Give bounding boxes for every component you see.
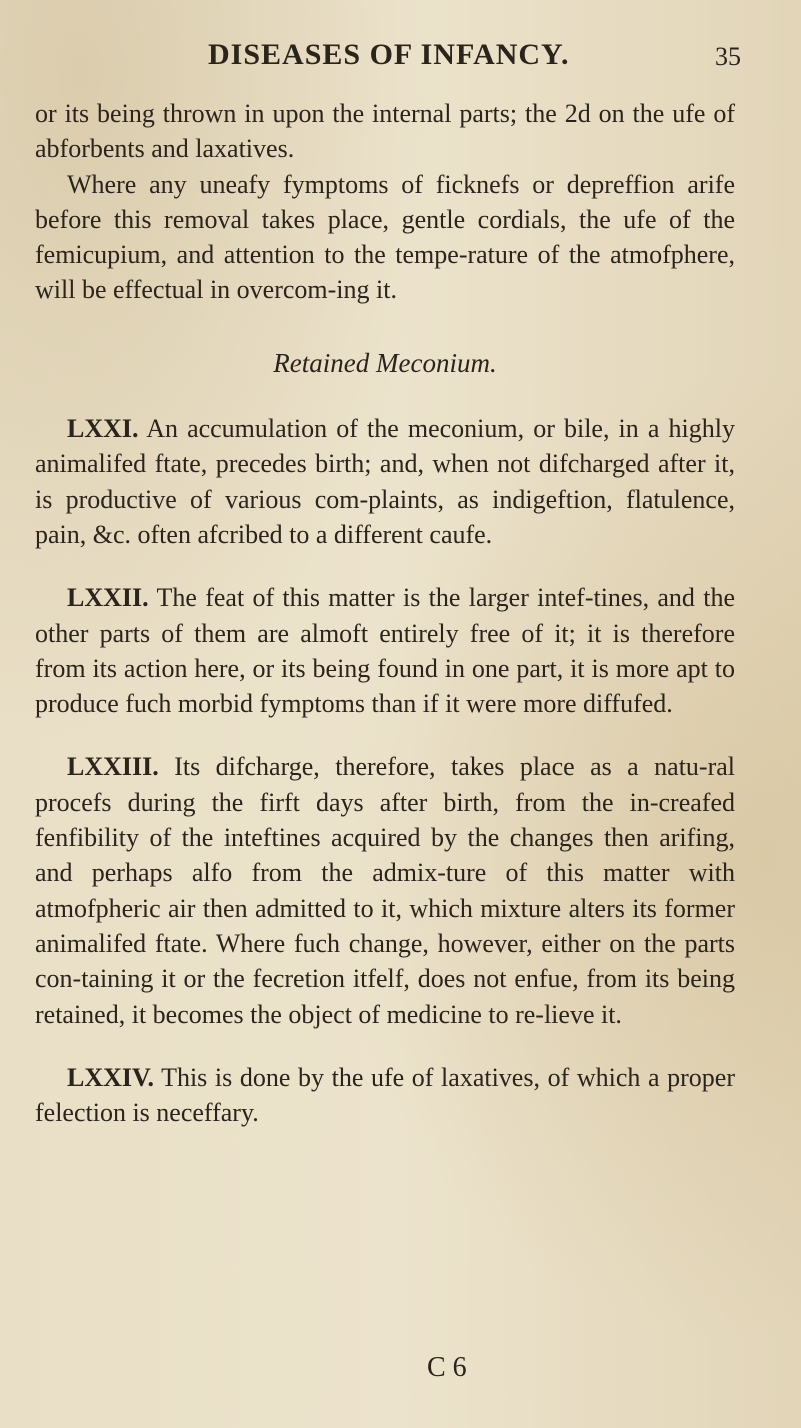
paragraph-lxxii: [35, 580, 735, 721]
signature-mark: C 6: [427, 1352, 467, 1383]
section-number: LXXIII.: [67, 752, 159, 782]
paragraph-text: An accumulation of the meconium, or bile, in a highly animalifed ftate, precedes birth; and, when not difcharged after it, is productive of various com-plaints, as indigeftion, flatulence, pain, &c. often afcribed to a different caufe.: [35, 414, 735, 549]
section-heading: Retained Meconium.: [273, 347, 497, 378]
paragraph-lxxi: [35, 411, 735, 552]
paragraph-text: The feat of this matter is the larger intef-tines, and the other parts of them are almoft entirely free of it; it is therefore from its action here, or its being found in one part, it is more apt to produce fuch morbid fymptoms than if it were more diffufed.: [35, 583, 735, 719]
paragraph-where: Where any uneafy fymptoms of ficknefs or depreffion arife before this removal takes place, gentle cordials, the ufe of the femicupium, and attention to the tempe-rature of the atmofphere, will be effectual in overcom-ing it.: [35, 169, 735, 305]
paragraph-lxxiv: [35, 1060, 735, 1131]
paragraph-text: This is done by the ufe of laxatives, of which a proper felection is neceffary.: [35, 1062, 735, 1128]
page-header: [0, 38, 801, 78]
section-number: LXXI.: [67, 414, 139, 444]
section-number: LXXII.: [67, 583, 149, 613]
paragraph-text: Its difcharge, therefore, takes place as a natu-ral procefs during the firft days after birth, from the in-creafed fenfibility of the inteftines acquired by the changes then arifing, and perhaps alfo from the admix-ture of this matter with atmofpheric air then admitted to it, which mixture alters its former animalifed ftate. Where fuch change, however, either on the parts con-taining it or the fecretion itfelf, does not enfue, from its being retained, it becomes the object of medicine to re-lieve it.: [35, 752, 735, 1029]
page-number: 35: [715, 42, 741, 71]
opening-paragraph: or its being thrown in upon the internal parts; the 2d on the ufe of abforbents and laxatives.: [35, 99, 735, 164]
section-number: LXXIV.: [67, 1062, 154, 1092]
body-text: [35, 96, 735, 1130]
running-head: DISEASES OF INFANCY.: [208, 38, 570, 71]
paragraph-lxxiii: [35, 749, 735, 1031]
